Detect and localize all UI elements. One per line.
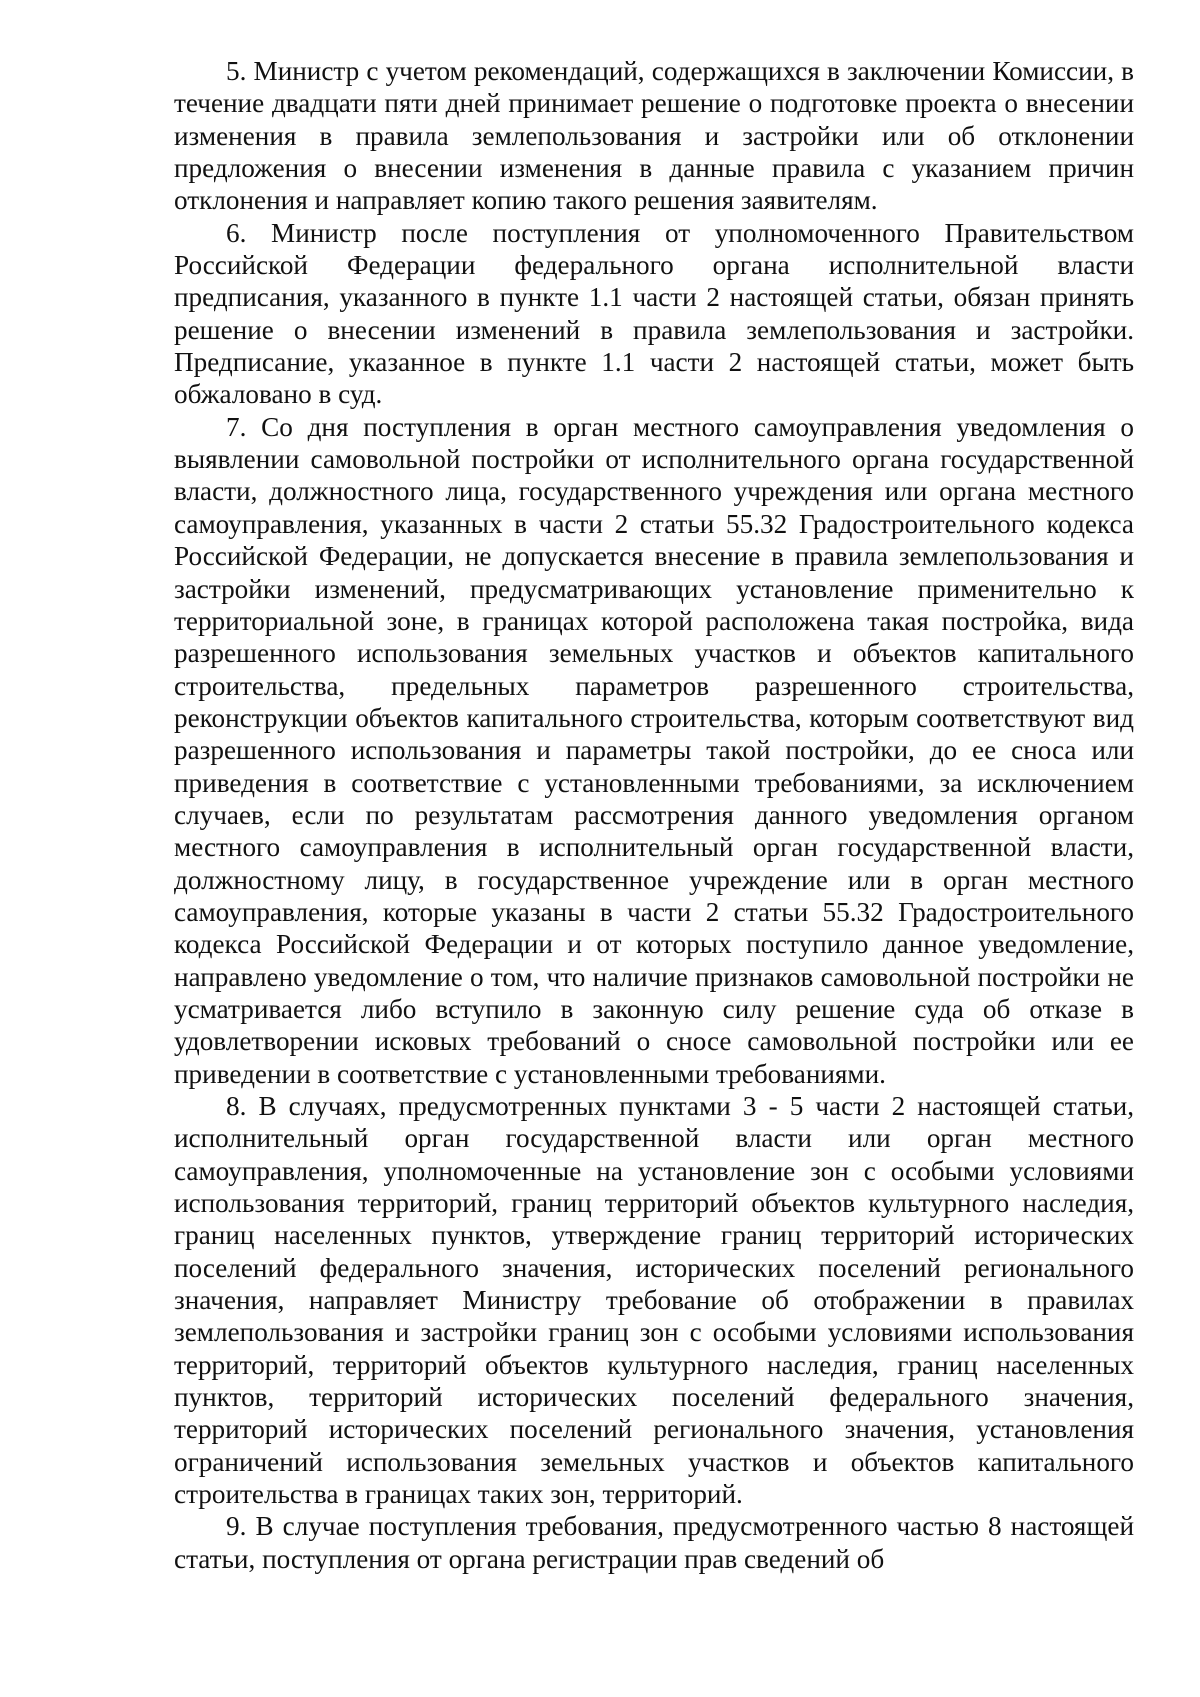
paragraph-7: 7. Со дня поступления в орган местного самоуправления уведомления о выявлении самовольной постройки от исполнительного органа государственной власти, должностного лица, государственного учреждения или органа местного самоуправления, указанных в части 2 статьи 55.32 Градостроительного кодекса Российской Федерации, не допускается внесение в правила землепользования и застройки изменений, предусматривающих установление применительно к территориальной зоне, в границах которой расположена такая постройка, вида разрешенного использования земельных участков и объектов капитального строительства, предельных параметров разрешенного строительства, реконструкции объектов капитального строительства, которым соответствуют вид разрешенного использования и параметры такой постройки, до ее сноса или приведения в соответствие с установленными требованиями, за исключением случаев, если по результатам рассмотрения данного уведомления органом местного самоуправления в исполнительный орган государственной власти, должностному лицу, в государственное учреждение или в орган местного самоуправления, которые указаны в части 2 статьи 55.32 Градостроительного кодекса Российской Федерации и от которых поступило данное уведомление, направлено уведомление о том, что наличие признаков самовольной постройки не усматривается либо вступило в законную силу решение суда об отказе в удовлетворении исковых требований о сносе самовольной постройки или ее приведении в соответствие с установленными требованиями. [174, 411, 1134, 1089]
paragraph-8: 8. В случаях, предусмотренных пунктами 3 - 5 части 2 настоящей статьи, исполнительный орган государственной власти или орган местного самоуправления, уполномоченные на установление зон с особыми условиями использования территорий, границ территорий объектов культурного наследия, границ населенных пунктов, утверждение границ территорий исторических поселений федерального значения, исторических поселений регионального значения, направляет Министру требование об отображении в правилах землепользования и застройки границ зон с особыми условиями использования территорий, территорий объектов культурного наследия, границ населенных пунктов, территорий исторических поселений федерального значения, территорий исторических поселений регионального значения, установления ограничений использования земельных участков и объектов капитального строительства в границах таких зон, территорий. [174, 1091, 1134, 1510]
paragraph-5: 5. Министр с учетом рекомендаций, содержащихся в заключении Комиссии, в течение двадцати пяти дней принимает решение о подготовке проекта о внесении изменения в правила землепользования и застройки или об отклонении предложения о внесении изменения в данные правила с указанием причин отклонения и направляет копию такого решения заявителям. [174, 56, 1134, 216]
paragraph-9: 9. В случае поступления требования, предусмотренного частью 8 настоящей статьи, поступления от органа регистрации прав сведений об [174, 1511, 1134, 1574]
paragraph-6: 6. Министр после поступления от уполномоченного Правительством Российской Федерации федерального органа исполнительной власти предписания, указанного в пункте 1.1 части 2 настоящей статьи, обязан принять решение о внесении изменений в правила землепользования и застройки. Предписание, указанное в пункте 1.1 части 2 настоящей статьи, может быть обжаловано в суд. [174, 217, 1134, 410]
document-body [174, 55, 1134, 1575]
